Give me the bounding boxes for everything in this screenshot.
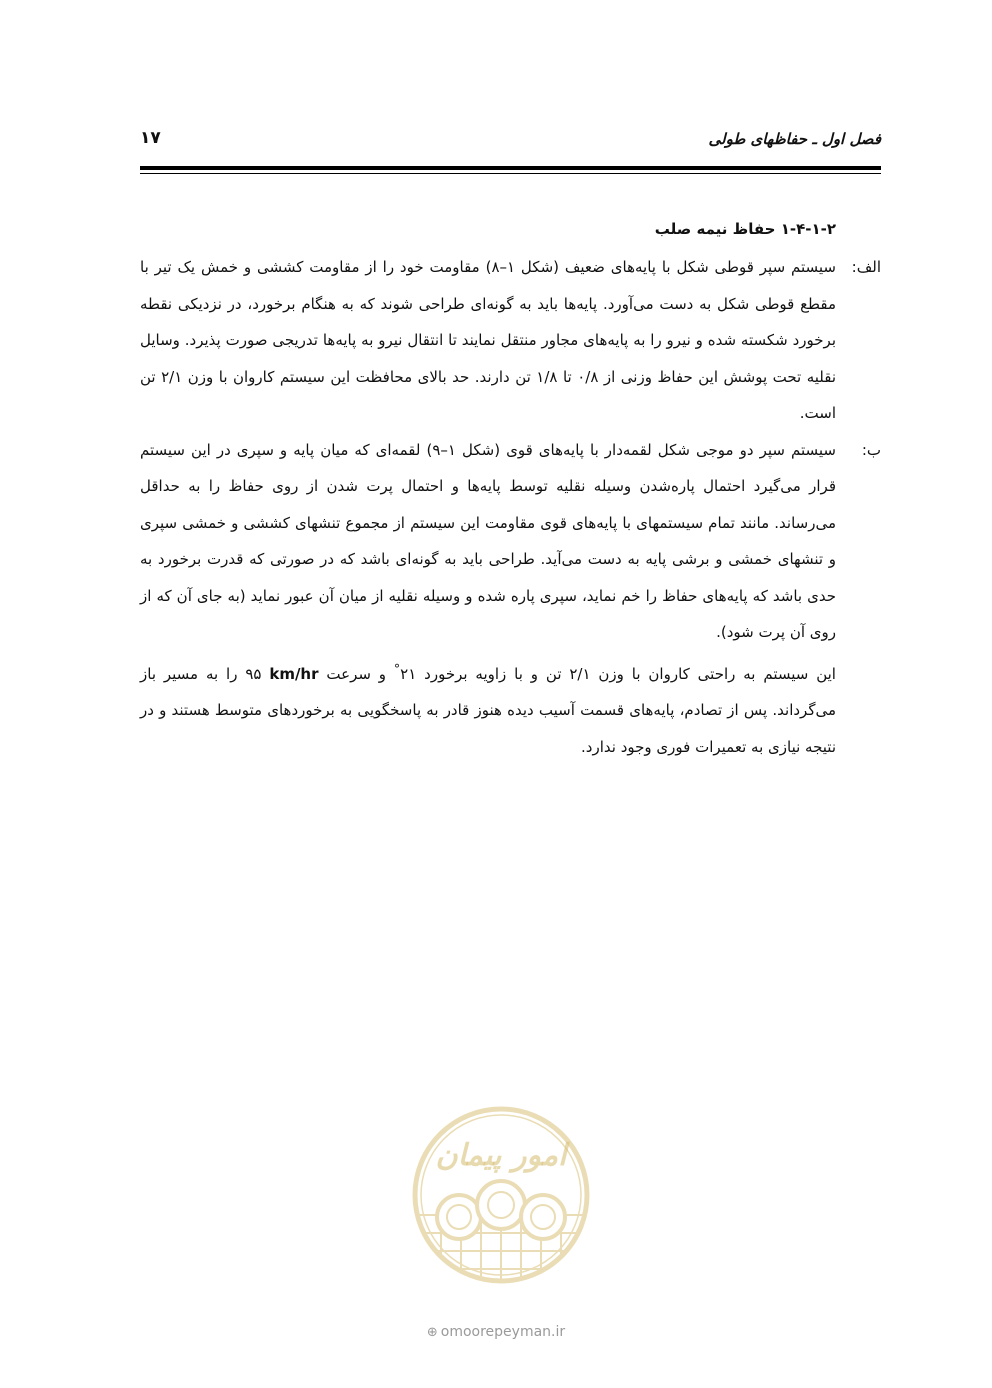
list-item bbox=[140, 249, 881, 432]
watermark-logo bbox=[411, 1105, 591, 1285]
continuation-text-end: ۹۵ را به مسیر باز می‌گرداند. پس از تصادم، پایه‌های قسمت آسیب دیده هنوز قادر به پاسخگویی به برخوردهای متوسط هستند و در نتیجه نیازی به تعمیرات فوری وجود ندارد. bbox=[140, 664, 836, 756]
item-text: سیستم سپر قوطی شکل با پایه‌های ضعیف (شکل ۱–۸) مقاومت خود را از مقاومت کششی و خمش یک تیر با مقطع قوطی شکل به دست می‌آورد. پایه‌ها باید به گونه‌ای طراحی شوند که به هنگام برخورد، در نزدیکی نقطه برخورد شکسته شده و نیرو را به پایه‌های مجاور منتقل نمایند تا انتقال نیرو به پایه‌ها تدریجی صورت پذیرد. وسایل نقلیه تحت پوشش این حفاظ وزنی از ۰/۸ تا ۱/۸ تن دارند. حد بالای محافظت این سیستم کاروان با وزن ۲/۱ تن است. bbox=[140, 258, 837, 422]
page-number: ۱۷ bbox=[140, 128, 161, 148]
continuation-paragraph bbox=[140, 651, 881, 766]
watermark-url: omoorepeyman.ir bbox=[440, 1324, 566, 1340]
angle-value: ۲۱ bbox=[400, 664, 417, 683]
item-label: الف: bbox=[851, 258, 881, 276]
globe-icon: ⊕ bbox=[426, 1325, 438, 1340]
chapter-title: فصل اول ـ حفاظهای طولی bbox=[708, 130, 881, 148]
speed-unit: km/hr bbox=[269, 664, 319, 683]
item-text: سیستم سپر دو موجی شکل لقمه‌دار با پایه‌های قوی (شکل ۱–۹) لقمه‌ای که میان پایه و سپری در این سیستم قرار می‌گیرد احتمال پاره‌شدن وسیله نقلیه توسط پایه‌ها و احتمال پرت شدن از روی حفاظ را به حداقل می‌رساند. مانند تمام سیستمهای با پایه‌های قوی مقاومت این سیستم از مجموع تنشهای کششی و خمشی سپری و تنشهای خمشی و برشی پایه به دست می‌آید. طراحی باید به گونه‌ای باشد که در صورتی که قدرت برخورد به حدی باشد که پایه‌های حفاظ را خم نماید، سپری پاره شده و وسیله نقلیه از میان آن عبور نماید (به جای آن که از روی آن پرت شود). bbox=[140, 440, 836, 641]
section-heading: ۱-۴-۱-۲ حفاظ نیمه صلب bbox=[654, 220, 836, 238]
continuation-text-start: این سیستم به راحتی کاروان با وزن ۲/۱ تن و با زاویه برخورد bbox=[416, 664, 836, 683]
list-item bbox=[140, 432, 881, 651]
item-label: ب: bbox=[861, 440, 881, 459]
continuation-text-mid: و سرعت bbox=[318, 664, 394, 683]
page-header bbox=[140, 126, 881, 156]
header-rule-thin bbox=[140, 173, 881, 174]
watermark-logo-text: امور پیمان bbox=[435, 1138, 567, 1173]
header-rule-thick bbox=[140, 166, 881, 170]
watermark-url-row bbox=[0, 1324, 992, 1340]
page-content bbox=[140, 214, 881, 765]
angle-degree: ° bbox=[393, 660, 401, 676]
